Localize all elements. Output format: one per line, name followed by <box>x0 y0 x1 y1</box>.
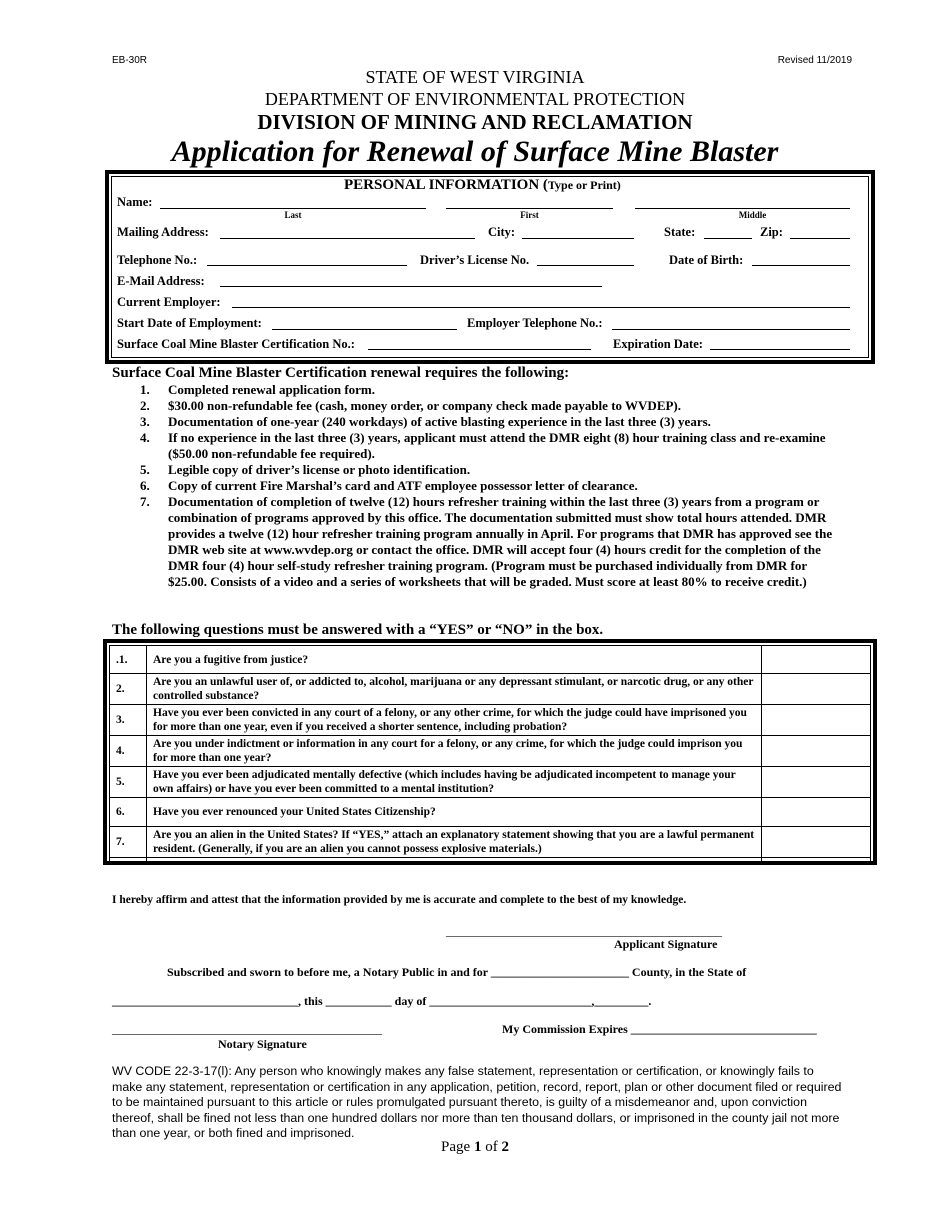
question-row <box>110 705 871 736</box>
requirement-number: 5. <box>140 462 150 477</box>
state-label: State: <box>664 225 696 239</box>
commission-expires[interactable]: My Commission Expires _______________________________ <box>502 1022 817 1036</box>
answer-box[interactable] <box>762 767 871 798</box>
email-field[interactable] <box>220 286 602 287</box>
requirement-text: $30.00 non-refundable fee (cash, money order, or company check made payable to WVDEP). <box>168 398 682 413</box>
notary-date-line[interactable]: _______________________________, this ___________ day of ___________________________,_________. <box>112 994 652 1008</box>
personal-info-heading-sub: Type or Print) <box>547 178 621 192</box>
question-number: 6. <box>110 798 147 827</box>
question-row <box>110 767 871 798</box>
middle-label: Middle <box>738 210 767 220</box>
spacer-cell <box>762 858 871 864</box>
middle-name-field[interactable] <box>635 208 850 209</box>
question-number: .1. <box>110 646 147 674</box>
last-label: Last <box>284 210 302 220</box>
email-label: E-Mail Address: <box>117 274 205 288</box>
employer-phone-label: Employer Telephone No.: <box>467 316 603 330</box>
department-name: DEPARTMENT OF ENVIRONMENTAL PROTECTION <box>264 89 686 109</box>
personal-info-heading <box>344 177 621 194</box>
question-number: 2. <box>110 674 147 705</box>
requirement-item <box>140 494 840 590</box>
page-number <box>0 1139 950 1156</box>
attest-statement: I hereby affirm and attest that the information provided by me is accurate and complete to the best of my knowledge. <box>112 894 687 906</box>
employer-label: Current Employer: <box>117 295 221 309</box>
dob-field[interactable] <box>752 265 850 266</box>
expiration-field[interactable] <box>710 349 850 350</box>
requirement-text: Legible copy of driver’s license or photo identification. <box>168 462 471 477</box>
requirement-number: 7. <box>140 494 150 509</box>
requirement-number: 6. <box>140 478 150 493</box>
requirement-item <box>140 462 840 478</box>
notary-signature-line[interactable]: _____________________________________________ <box>112 1022 382 1036</box>
first-label: First <box>520 210 539 220</box>
dob-label: Date of Birth: <box>669 253 744 267</box>
state-field[interactable] <box>704 238 752 239</box>
spacer-cell <box>147 858 762 864</box>
question-row <box>110 827 871 858</box>
drivers-license-label: Driver’s License No. <box>420 253 530 267</box>
expiration-label: Expiration Date: <box>613 337 703 351</box>
question-text: Have you ever renounced your United States Citizenship? <box>147 798 762 827</box>
question-row-spacer <box>110 858 871 864</box>
requirement-number: 2. <box>140 398 150 413</box>
employer-phone-field[interactable] <box>612 329 850 330</box>
answer-box[interactable] <box>762 674 871 705</box>
requirement-item <box>140 398 840 414</box>
spacer-cell <box>110 858 147 864</box>
answer-box[interactable] <box>762 705 871 736</box>
questions-box <box>103 639 877 865</box>
answer-box[interactable] <box>762 646 871 674</box>
question-number: 4. <box>110 736 147 767</box>
cert-no-field[interactable] <box>368 349 591 350</box>
question-text: Are you under indictment or information in any court for a felony, or any crime, for which the judge could imprison you for more than one year? <box>147 736 762 767</box>
answer-box[interactable] <box>762 827 871 858</box>
notary-statement[interactable]: Subscribed and sworn to before me, a Notary Public in and for _______________________ County, in the State of <box>167 965 747 979</box>
questions-heading: The following questions must be answered with a “YES” or “NO” in the box. <box>112 622 604 638</box>
requirement-text: Documentation of one-year (240 workdays) of active blasting experience in the last three (3) years. <box>168 414 711 429</box>
wv-code-notice: WV CODE 22-3-17(l): Any person who knowingly makes any false statement, representation or certification, or knowingly fails to make any statement, representation or certification in any application, petition, record, report, plan or other document filed or required to be maintained pursuant to this article or rules promulgated pursuant thereto, is guilty of a misdemeanor and, upon conviction thereof, shall be fined not less than one hundred dollars nor more than ten thousand dollars, or imprisoned in the county jail not more than one year, or both fined and imprisoned. <box>112 1064 842 1140</box>
requirement-item <box>140 478 840 494</box>
cert-no-label: Surface Coal Mine Blaster Certification No.: <box>117 337 355 351</box>
applicant-signature-label: Applicant Signature <box>614 937 718 951</box>
first-name-field[interactable] <box>446 208 613 209</box>
city-label: City: <box>488 225 516 239</box>
notary-signature-label: Notary Signature <box>218 1037 307 1051</box>
requirement-number: 1. <box>140 382 150 397</box>
question-number: 5. <box>110 767 147 798</box>
question-row <box>110 674 871 705</box>
page-prefix: Page <box>441 1139 474 1155</box>
telephone-field[interactable] <box>207 265 407 266</box>
requirement-number: 3. <box>140 414 150 429</box>
zip-label: Zip: <box>760 225 783 239</box>
requirement-text: If no experience in the last three (3) years, applicant must attend the DMR eight (8) hour training class and re-examine ($50.00 non-refundable fee required). <box>168 430 826 461</box>
question-row <box>110 798 871 827</box>
question-text: Are you an alien in the United States? If “YES,” attach an explanatory statement showing that you are a lawful permanent resident. (Generally, if you are an alien you cannot possess explosive materials.) <box>147 827 762 858</box>
division-name: DIVISION OF MINING AND RECLAMATION <box>257 110 693 134</box>
question-text: Are you a fugitive from justice? <box>147 646 762 674</box>
requirement-number: 4. <box>140 430 150 445</box>
questions-table <box>109 645 871 864</box>
name-label: Name: <box>117 195 153 209</box>
answer-box[interactable] <box>762 798 871 827</box>
requirement-text: Copy of current Fire Marshal’s card and ATF employee possessor letter of clearance. <box>168 478 638 493</box>
question-text: Have you ever been adjudicated mentally defective (which includes having be adjudicated incompetent to manage your own affairs) or have you ever been committed to a mental institution? <box>147 767 762 798</box>
requirement-item <box>140 382 840 398</box>
question-text: Have you ever been convicted in any court of a felony, or any other crime, for which the judge could have imprisoned you for more than one year, even if you received a shorter sentence, including probation? <box>147 705 762 736</box>
mailing-address-label: Mailing Address: <box>117 225 209 239</box>
requirements-heading: Surface Coal Mine Blaster Certification renewal requires the following: <box>112 365 570 381</box>
page-current: 1 <box>473 1139 482 1155</box>
question-text: Are you an unlawful user of, or addicted to, alcohol, marijuana or any depressant stimulant, or narcotic drug, or any other controlled substance? <box>147 674 762 705</box>
start-date-label: Start Date of Employment: <box>117 316 262 330</box>
question-number: 7. <box>110 827 147 858</box>
question-number: 3. <box>110 705 147 736</box>
page-total: 2 <box>501 1139 509 1155</box>
page-title: Application for Renewal of Surface Mine Blaster <box>171 135 779 168</box>
mailing-address-field[interactable] <box>220 238 475 239</box>
question-row <box>110 736 871 767</box>
last-name-field[interactable] <box>160 208 426 209</box>
answer-box[interactable] <box>762 736 871 767</box>
requirement-item <box>140 430 840 462</box>
start-date-field[interactable] <box>272 329 457 330</box>
state-name: STATE OF WEST VIRGINIA <box>365 67 585 87</box>
requirement-item <box>140 414 840 430</box>
page-of: of <box>481 1139 502 1155</box>
requirement-text: Documentation of completion of twelve (12) hours refresher training within the last three (3) years from a program or combination of programs approved by this office. The documentation submitted must show total hours attended. DMR provides a twelve (12) hour refresher training program annually in April. For programs that DMR has approved see the DMR web site at www.wvdep.org or contact the office. DMR will accept four (4) hours credit for the completion of the DMR four (4) hour self-study refresher training program. (Program must be purchased individually from DMR for $25.00. Consists of a video and a series of worksheets that will be graded. Must score at least 80% to receive credit.) <box>168 494 833 589</box>
form-id: EB-30R <box>112 55 148 66</box>
applicant-signature-line[interactable]: ______________________________________________ <box>446 924 722 938</box>
revised-date: Revised 11/2019 <box>777 55 852 66</box>
zip-field[interactable] <box>790 238 850 239</box>
requirements-list <box>140 382 840 590</box>
telephone-label: Telephone No.: <box>117 253 198 267</box>
question-row <box>110 646 871 674</box>
drivers-license-field[interactable] <box>537 265 634 266</box>
employer-field[interactable] <box>232 307 850 308</box>
personal-info-heading-text: PERSONAL INFORMATION ( <box>344 177 548 193</box>
requirement-text: Completed renewal application form. <box>168 382 376 397</box>
city-field[interactable] <box>522 238 634 239</box>
